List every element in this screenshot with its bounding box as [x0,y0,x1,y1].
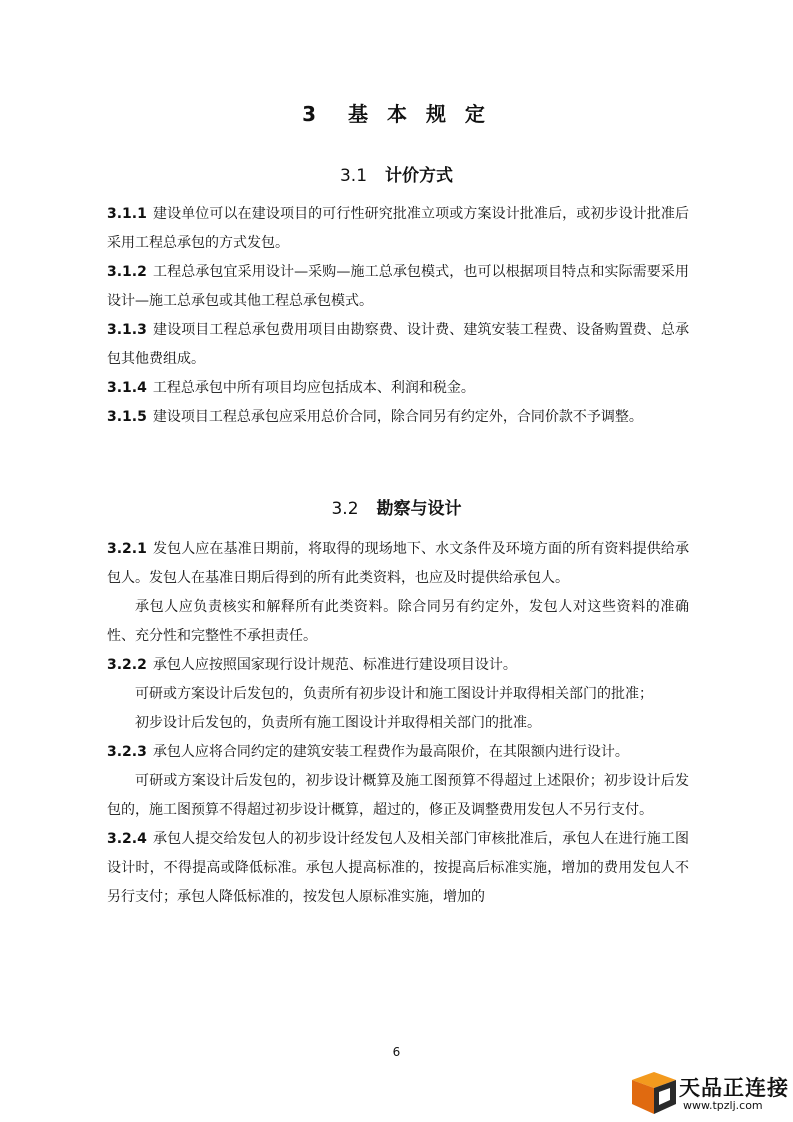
clause-number: 3.1.3 [107,322,147,338]
clause-paragraph [107,535,689,593]
watermark-name: 天品正连接 [679,1076,789,1100]
watermark [632,1068,787,1116]
clause-paragraph [107,738,689,767]
chapter-number: 3 [302,102,319,126]
section-3-2-body [107,535,689,912]
clause-paragraph [107,258,689,316]
section-number: 3.2 [331,499,359,519]
body-paragraph: 可研或方案设计后发包的，初步设计概算及施工图预算不得超过上述限价；初步设计后发包的，施工图预算不得超过初步设计概算，超过的，修正及调整费用发包人不另行支付。 [107,773,689,818]
section-number: 3.1 [339,166,368,186]
section-title-3-2 [0,494,793,519]
clause-text: 承包人提交给发包人的初步设计经发包人及相关部门审核批准后，承包人在进行施工图设计时，不得提高或降低标准。承包人提高标准的，按提高后标准实施，增加的费用发包人不另行支付；承包人降低标准的，按发包人原标准实施，增加的 [107,831,689,905]
section-title-text: 勘察与设计 [376,499,462,519]
body-paragraph: 可研或方案设计后发包的，负责所有初步设计和施工图设计并取得相关部门的批准； [135,686,653,702]
body-paragraph: 初步设计后发包的，负责所有施工图设计并取得相关部门的批准。 [135,715,541,731]
section-3-1-body [107,200,689,432]
clause-number: 3.1.4 [107,380,147,396]
clause-number: 3.1.1 [107,206,147,222]
section-title-3-1 [0,161,793,186]
cube-logo-icon [632,1072,676,1114]
clause-text: 建设项目工程总承包费用项目由勘察费、设计费、建筑安装工程费、设备购置费、总承包其他费组成。 [107,322,689,367]
clause-text: 建设项目工程总承包应采用总价合同，除合同另有约定外，合同价款不予调整。 [152,409,643,425]
clause-number: 3.2.4 [107,831,147,847]
clause-text: 工程总承包中所有项目均应包括成本、利润和税金。 [152,380,475,396]
clause-paragraph [107,374,689,403]
clause-paragraph [107,825,689,912]
clause-text: 建设单位可以在建设项目的可行性研究批准立项或方案设计批准后，或初步设计批准后采用工程总承包的方式发包。 [107,206,689,251]
clause-number: 3.2.3 [107,744,147,760]
clause-number: 3.2.2 [107,657,147,673]
watermark-url: www.tpzlj.com [683,1099,763,1112]
body-paragraph: 承包人应负责核实和解释所有此类资料。除合同另有约定外，发包人对这些资料的准确性、充分性和完整性不承担责任。 [107,599,689,644]
clause-paragraph [107,651,689,680]
chapter-title-text: 基 本 规 定 [348,102,491,126]
clause-text: 承包人应按照国家现行设计规范、标准进行建设项目设计。 [152,657,517,673]
chapter-title [0,98,793,127]
clause-number: 3.2.1 [107,541,147,557]
section-title-text: 计价方式 [385,166,454,186]
clause-number: 3.1.2 [107,264,147,280]
clause-paragraph [107,316,689,374]
clause-number: 3.1.5 [107,409,147,425]
clause-paragraph [107,403,689,432]
clause-paragraph [107,200,689,258]
page-number: 6 [392,1045,401,1059]
clause-text: 发包人应在基准日期前，将取得的现场地下、水文条件及环境方面的所有资料提供给承包人。发包人在基准日期后得到的所有此类资料，也应及时提供给承包人。 [107,541,689,586]
clause-text: 承包人应将合同约定的建筑安装工程费作为最高限价，在其限额内进行设计。 [152,744,629,760]
clause-text: 工程总承包宜采用设计—采购—施工总承包模式，也可以根据项目特点和实际需要采用设计—施工总承包或其他工程总承包模式。 [107,264,689,309]
